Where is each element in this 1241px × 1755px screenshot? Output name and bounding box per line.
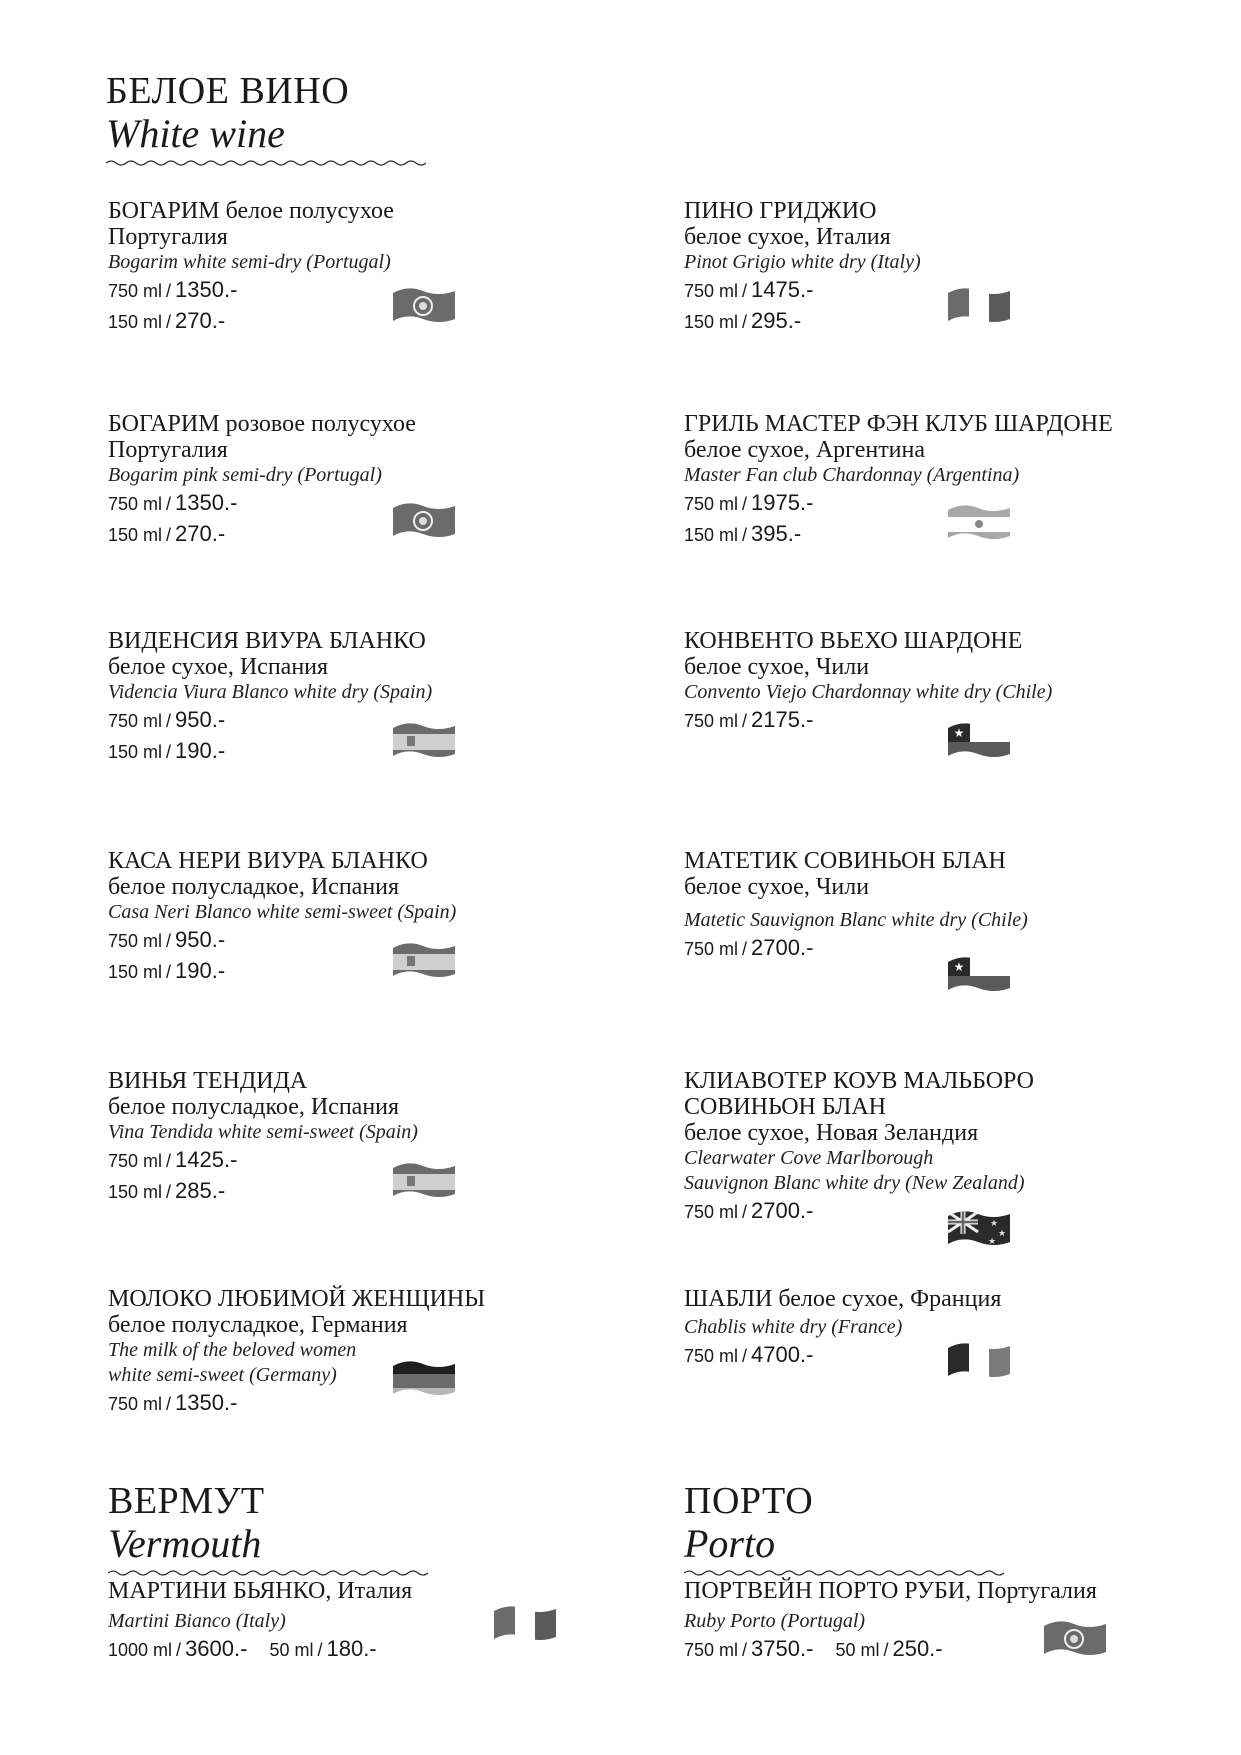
price: 270.- [175,521,226,546]
volume: 750 ml [684,1346,739,1366]
chile-flag-icon [948,954,1010,1000]
price-row: 750 ml / 1475.- [684,277,814,302]
menu-item-pinot-grigio [684,198,1154,337]
item-name: БОГАРИМ розовое полусухое [108,411,416,437]
volume: 750 ml [684,281,739,301]
item-origin: белое полусладкое, Германия [108,1312,408,1338]
item-name-en: Matetic Sauvignon Blanc white dry (Chile) [684,909,1028,931]
price-row: 750 ml / 1350.- [108,490,238,515]
volume: 50 ml [835,1640,880,1660]
price-row: 150 ml / 270.- [108,521,226,546]
price-row: 750 ml / 1350.- [108,277,238,302]
price: 270.- [175,308,226,333]
price: 3750.- [751,1636,814,1661]
item-origin: белое полусладкое, Испания [108,874,400,900]
item-name-en: Pinot Grigio white dry (Italy) [684,251,921,273]
menu-item-chablis [684,1286,1154,1371]
volume: 50 ml [269,1640,314,1660]
italy-flag-icon [948,285,1010,331]
price: 295.- [751,308,802,333]
volume: 1000 ml [108,1640,173,1660]
volume: 750 ml [108,1151,163,1171]
item-name: МАРТИНИ БЬЯНКО, Италия [108,1578,413,1604]
volume: 750 ml [684,1202,739,1222]
menu-item-moloko [108,1286,578,1419]
price: 1975.- [751,490,814,515]
spain-flag-icon [393,1160,455,1206]
item-origin: белое сухое, Испания [108,654,329,680]
item-name-en: Ruby Porto (Portugal) [684,1610,866,1632]
volume: 750 ml [684,494,739,514]
item-name-en: Videncia Viura Blanco white dry (Spain) [108,681,433,703]
item-name-en: Vina Tendida white semi-sweet (Spain) [108,1121,418,1143]
item-name: ПИНО ГРИДЖИО [684,198,877,224]
price-row: 750 ml / 1975.- [684,490,814,515]
item-name-en: The milk of the beloved women [108,1339,357,1361]
price: 285.- [175,1178,226,1203]
section-white-wine [106,70,426,168]
item-origin: белое сухое, Чили [684,654,870,680]
item-name-en: Bogarim white semi-dry (Portugal) [108,251,391,273]
section-title-ru: ВЕРМУТ [108,1480,265,1522]
section-title-en: Vermouth [108,1521,262,1566]
item-name: СОВИНЬОН БЛАН [684,1094,886,1120]
wavy-divider [106,158,426,168]
price: 2175.- [751,707,814,732]
svg-text:★: ★ [953,960,965,974]
price: 190.- [175,958,226,983]
item-name: МАТЕТИК СОВИНЬОН БЛАН [684,848,1006,874]
item-name: ПОРТВЕЙН ПОРТО РУБИ, Португалия [684,1578,1097,1604]
menu-item-convento [684,628,1154,736]
price-row: 750 ml / 4700.- [684,1342,814,1367]
item-name: ВИДЕНСИЯ ВИУРА БЛАНКО [108,628,426,654]
price-row: 750 ml / 1425.- [108,1147,238,1172]
volume: 750 ml [108,931,163,951]
volume: 150 ml [684,312,739,332]
volume: 150 ml [108,742,163,762]
item-name-en: Convento Viejo Chardonnay white dry (Chile) [684,681,1053,703]
chile-flag-icon [948,720,1010,766]
item-name: ВИНЬЯ ТЕНДИДА [108,1068,308,1094]
price-row: 750 ml / 950.- [108,707,226,732]
volume: 150 ml [684,525,739,545]
price: 190.- [175,738,226,763]
argentina-flag-icon [948,502,1010,548]
volume: 750 ml [108,494,163,514]
germany-flag-icon [393,1358,455,1404]
menu-item-matetic [684,848,1154,964]
item-origin: белое сухое, Чили [684,874,870,900]
price-row: 750 ml / 2700.- [684,1198,814,1223]
volume: 750 ml [684,1640,739,1660]
wavy-divider [684,1568,1004,1578]
item-name: ШАБЛИ белое сухое, Франция [684,1286,1002,1312]
item-name-en: Chablis white dry (France) [684,1316,903,1338]
volume: 150 ml [108,525,163,545]
section-title-en: Porto [684,1521,776,1566]
item-name-en: Sauvignon Blanc white dry (New Zealand) [684,1172,1025,1194]
price: 1350.- [175,277,238,302]
price-row: 1000 ml / 3600.- 50 ml / 180.- [108,1636,377,1661]
spain-flag-icon [393,940,455,986]
item-name-en: Casa Neri Blanco white semi-sweet (Spain) [108,901,457,923]
item-name: КЛИАВОТЕР КОУВ МАЛЬБОРО [684,1068,1035,1094]
price: 2700.- [751,1198,814,1223]
menu-item-bogarim-white [108,198,578,337]
volume: 150 ml [108,962,163,982]
price-row: 150 ml / 285.- [108,1178,226,1203]
menu-item-bogarim-pink [108,411,578,550]
price: 180.- [326,1636,377,1661]
svg-text:★: ★ [998,1229,1007,1239]
italy-flag-icon [494,1603,556,1649]
item-name-en: Martini Bianco (Italy) [108,1610,286,1632]
item-origin: белое полусладкое, Испания [108,1094,400,1120]
portugal-flag-icon [393,285,455,331]
item-name: БОГАРИМ белое полусухое [108,198,394,224]
menu-item-clearwater [684,1068,1154,1227]
price-row: 750 ml / 1350.- [108,1390,238,1415]
section-vermouth [108,1480,428,1578]
item-name-en: white semi-sweet (Germany) [108,1364,337,1386]
price: 3600.- [185,1636,248,1661]
item-name: ГРИЛЬ МАСТЕР ФЭН КЛУБ ШАРДОНЕ [684,411,1113,437]
spain-flag-icon [393,720,455,766]
svg-text:★: ★ [953,726,965,740]
item-origin: белое сухое, Новая Зеландия [684,1120,979,1146]
svg-text:★: ★ [988,1237,997,1247]
menu-item-vidensia [108,628,578,767]
item-name: МОЛОКО ЛЮБИМОЙ ЖЕНЩИНЫ [108,1286,486,1312]
volume: 750 ml [108,1394,163,1414]
price-row: 150 ml / 395.- [684,521,802,546]
item-origin: Португалия [108,437,228,463]
volume: 150 ml [108,312,163,332]
item-name-en: Master Fan club Chardonnay (Argentina) [684,464,1020,486]
price: 250.- [892,1636,943,1661]
item-origin: белое сухое, Италия [684,224,891,250]
price-row: 150 ml / 295.- [684,308,802,333]
price-row: 750 ml / 2175.- [684,707,814,732]
price: 950.- [175,927,226,952]
section-title-ru: БЕЛОЕ ВИНО [106,70,350,112]
item-origin: Португалия [108,224,228,250]
price-row: 750 ml / 3750.- 50 ml / 250.- [684,1636,943,1661]
volume: 750 ml [684,939,739,959]
volume: 150 ml [108,1182,163,1202]
price-row: 150 ml / 190.- [108,958,226,983]
menu-item-casa-neri [108,848,578,987]
price-row: 750 ml / 950.- [108,927,226,952]
price: 4700.- [751,1342,814,1367]
wavy-divider [108,1568,428,1578]
price-row: 150 ml / 190.- [108,738,226,763]
price: 1475.- [751,277,814,302]
menu-item-grill-master [684,411,1154,550]
section-porto [684,1480,1004,1578]
section-title-ru: ПОРТО [684,1480,814,1522]
volume: 750 ml [108,711,163,731]
item-origin: белое сухое, Аргентина [684,437,926,463]
new-zealand-flag-icon [948,1208,1010,1254]
price: 2700.- [751,935,814,960]
item-name-en: Bogarim pink semi-dry (Portugal) [108,464,382,486]
item-name: КОНВЕНТО ВЬЕХО ШАРДОНЕ [684,628,1023,654]
menu-item-vina-tendida [108,1068,578,1207]
item-name-en: Clearwater Cove Marlborough [684,1147,934,1169]
portugal-flag-icon [393,500,455,546]
price: 1350.- [175,1390,238,1415]
portugal-flag-icon [1044,1618,1106,1664]
item-name: КАСА НЕРИ ВИУРА БЛАНКО [108,848,428,874]
price: 950.- [175,707,226,732]
price-row: 750 ml / 2700.- [684,935,814,960]
section-title-en: White wine [106,111,285,156]
france-flag-icon [948,1340,1010,1386]
price: 1350.- [175,490,238,515]
price-row: 150 ml / 270.- [108,308,226,333]
volume: 750 ml [108,281,163,301]
volume: 750 ml [684,711,739,731]
price: 1425.- [175,1147,238,1172]
svg-text:★: ★ [990,1219,999,1229]
price: 395.- [751,521,802,546]
